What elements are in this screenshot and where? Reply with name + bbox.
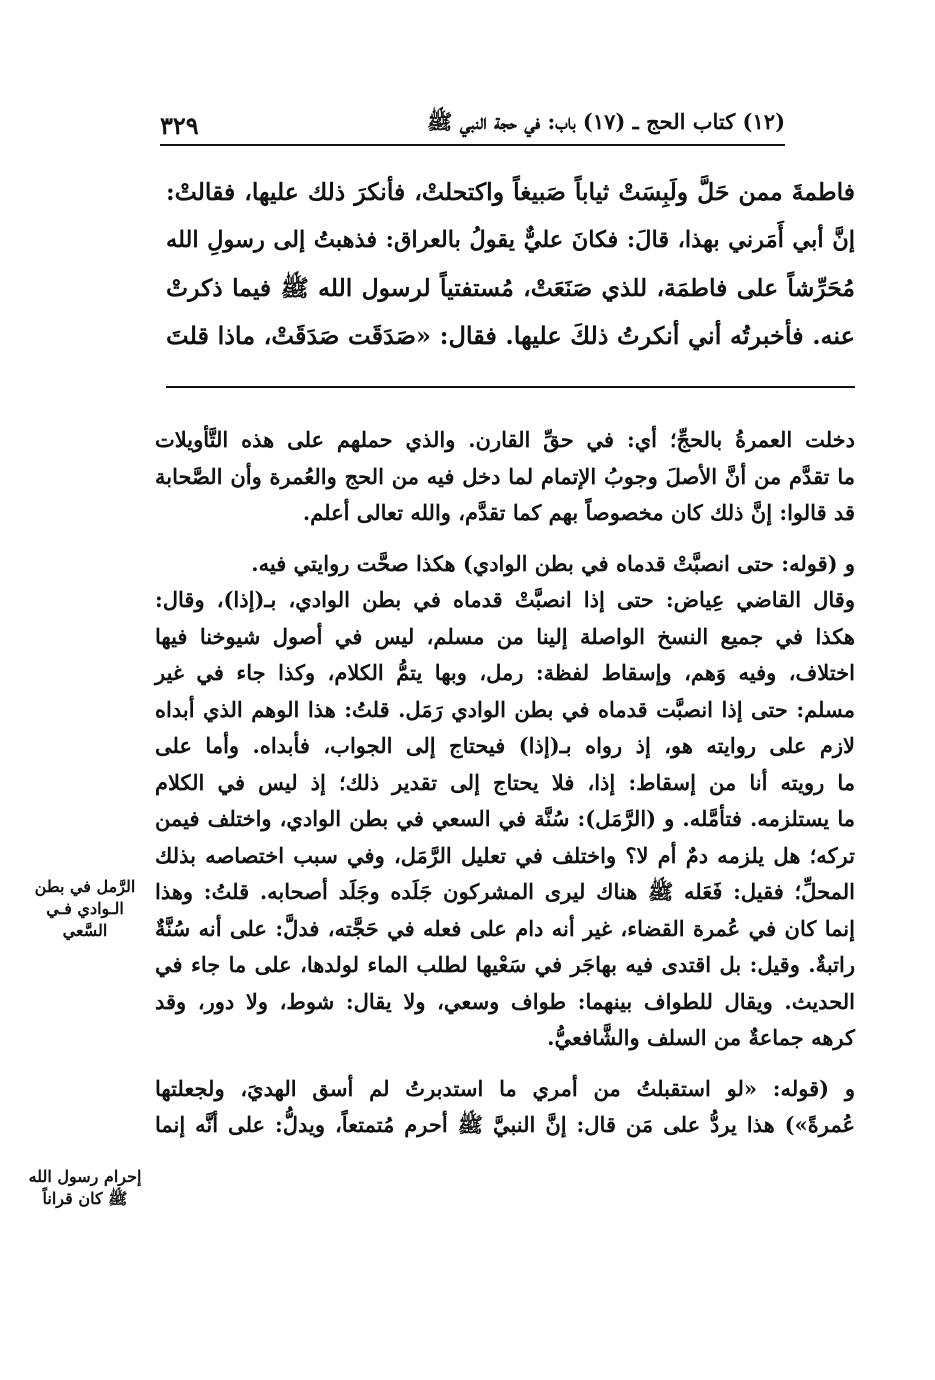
running-title: (١٢) كتاب الحج ـ (١٧) باب: في حجة النبي ﷺ bbox=[427, 109, 785, 134]
commentary-line: و (قوله: حتى انصبَّتْ قدماه في بطن الوادي) هكذا صحَّت روايتي فيه. bbox=[251, 550, 855, 576]
commentary-line: اختلاف، وفيه وَهم، وإسقاط لفظة: رمل، وبها يتمُّ الكلام، وكذا جاء في غير bbox=[155, 660, 855, 685]
commentary-text bbox=[155, 422, 855, 1144]
margin-note-line: الرَّمل في بطن bbox=[34, 877, 136, 896]
commentary-line: لازم على روايته هو، إذ رواه بـ(إذا) فيحتاج إلى الجواب، فأبداه. وأما على bbox=[155, 733, 855, 758]
commentary-line: وقال القاضي عِياض: حتى إذا انصبَّتْ قدماه في بطن الوادي، بـ(إذا)، وقال: bbox=[155, 587, 855, 612]
commentary-line: هكذا في جميع النسخ الواصلة إلينا من مسلم، ليس في أصول شيوخنا فيها bbox=[155, 623, 855, 649]
commentary-line: الحديث. ويقال للطواف بينهما: طواف وسعي، ولا يقال: شوط، ولا دور، وقد bbox=[155, 988, 855, 1014]
section-divider bbox=[166, 386, 855, 388]
commentary-line: و (قوله: «لو استقبلتُ من أمري ما استدبرتُ لم أسق الهديَ، ولجعلتها bbox=[155, 1075, 855, 1101]
commentary-line: مسلم: حتى إذا انصبَّت قدماه في بطن الوادي رَمَل. قلتُ: هذا الوهم الذي أبداه bbox=[155, 696, 855, 722]
running-header bbox=[160, 96, 785, 146]
margin-note-line: ﷺ كان قراناً bbox=[42, 1189, 128, 1208]
commentary-line: ما رويته أنا من إسقاط: إذا، فلا يحتاج إلى تقدير ذلك؛ إذ ليس في الكلام bbox=[155, 769, 855, 795]
hadith-text bbox=[166, 168, 855, 360]
margin-note-ramal bbox=[20, 876, 150, 942]
commentary-line: قد قالوا: إنَّ ذلك كان مخصوصاً بهم كما تقدَّم، والله تعالى أعلم. bbox=[302, 500, 855, 525]
margin-note-line: إحرام رسول الله bbox=[28, 1167, 142, 1186]
margin-note-line: السَّعي bbox=[62, 921, 108, 940]
hadith-line: عنه. فأخبرتُه أني أنكرتُ ذلكَ عليها. فقال: «صَدَقَت صَدَقَتْ، ماذا قلتَ bbox=[166, 321, 855, 350]
hadith-line: مُحَرِّشاً على فاطمَة، للذي صَنَعَتْ، مُستفتياً لرسول الله ﷺ فيما ذكرتْ bbox=[166, 274, 855, 302]
hadith-line: فاطمةَ ممن حَلَّ ولَبِسَتْ ثياباً صَبيغاً واكتحلتْ، فأنكرَ ذلك عليها، فقالتْ: bbox=[166, 178, 855, 206]
commentary-line: عُمرةً») هذا يردُّ على مَن قال: إنَّ النبيَّ ﷺ أحرم مُتمتعاً، ويدلُّ: على أنَّه إنما bbox=[155, 1112, 855, 1137]
commentary-line: تركه؛ هل يلزمه دمٌ أم لا؟ واختلف في تعليل الرَّمَل، وفي سبب اختصاصه بذلك bbox=[155, 842, 855, 868]
paragraph-gap bbox=[155, 1057, 855, 1071]
margin-note-ihram bbox=[20, 1166, 150, 1210]
hadith-line: إنَّ أبي أَمَرني بهذا، قالَ: فكانَ عليٌّ يقولُ بالعراق: فذهبتُ إلى رسولِ الله bbox=[166, 227, 855, 253]
page-number: ٣٢٩ bbox=[160, 111, 199, 140]
commentary-line: المحلِّ؛ فقيل: فَعَله ﷺ هناك ليرى المشركون جَلَده وجَلَد أصحابه. قلتُ: وهذا bbox=[155, 879, 855, 904]
commentary-line: إنما كان في عُمرة القضاء، غير أنه دام على فعله في حَجَّته، فدلَّ: على أنه سُنَّةٌ bbox=[155, 915, 855, 941]
commentary-line: ما تقدَّم من أنَّ الأصلَ وجوبُ الإتمام لما دخل فيه من الحج والعُمرة وأن الصَّحابة bbox=[155, 463, 855, 489]
paragraph-gap bbox=[155, 532, 855, 546]
commentary-line: ما يستلزمه. فتأمَّله. و (الرَّمَل): سُنَّة في السعي في بطن الوادي، واختلف فيمن bbox=[155, 806, 855, 831]
commentary-line: راتبةٌ. وقيل: بل اقتدى فيه بهاجَر في سَعْيها لطلب الماء لولدها، على ما جاء في bbox=[155, 952, 855, 977]
commentary-line: دخلت العمرةُ بالحجِّ؛ أي: في حقِّ القارن. والذي حملهم على هذه التَّأويلات bbox=[155, 427, 855, 452]
margin-note-line: الـوادي فـي bbox=[46, 899, 124, 918]
commentary-line: كرهه جماعةٌ من السلف والشَّافعيُّ. bbox=[547, 1025, 855, 1050]
